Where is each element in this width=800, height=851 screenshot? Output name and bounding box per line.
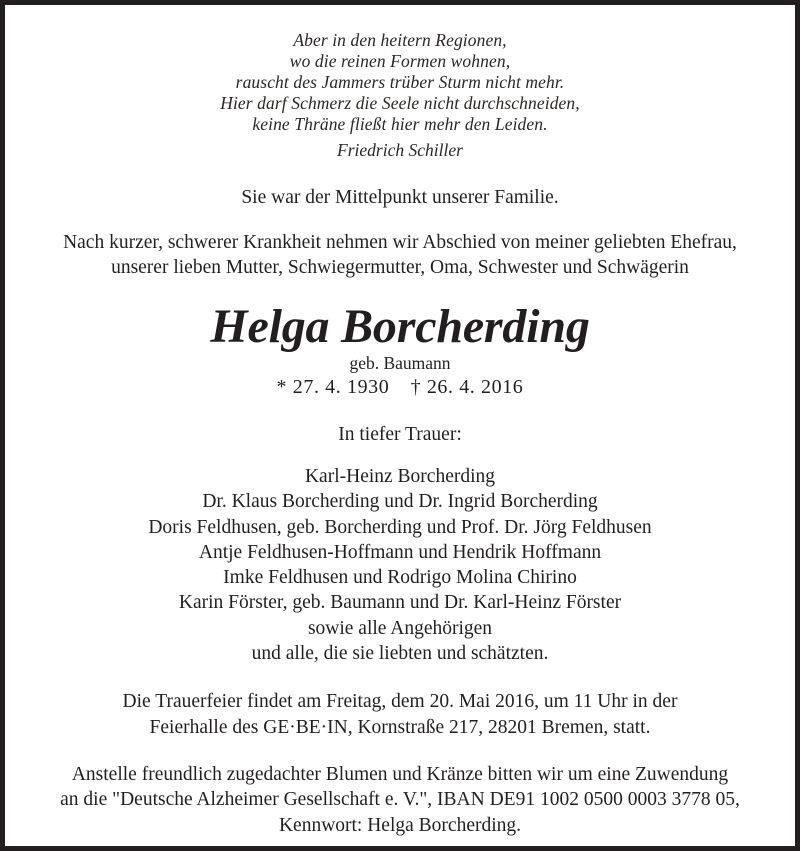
poem-quote: [220, 30, 580, 135]
announcement-line: unserer lieben Mutter, Schwiegermutter, Oma, Schwester und Schwägerin: [111, 257, 689, 278]
donation-line: an die "Deutsche Alzheimer Gesellschaft e. V.", IBAN DE91 1002 0500 0003 3778 05,: [60, 789, 740, 811]
ceremony-details: [123, 689, 678, 740]
intro-sentence: [241, 186, 558, 210]
birth-date: 27. 4. 1930: [292, 376, 390, 398]
donation-line: Anstelle freundlich zugedachter Blumen und Kränze bitten wir um eine Zuwendung: [71, 763, 729, 785]
poem-line: Hier darf Schmerz die Seele nicht durchschneiden,: [220, 93, 580, 113]
poem-line: wo die reinen Formen wohnen,: [289, 51, 511, 71]
mourner-line: sowie alle Angehörigen: [307, 617, 493, 639]
mourner-line: Dr. Klaus Borcherding und Dr. Ingrid Borcherding: [202, 491, 598, 513]
announcement-text: [63, 230, 737, 280]
mourner-line: Antje Feldhusen-Hoffmann und Hendrik Hoffmann: [198, 541, 602, 563]
birth-symbol: *: [276, 376, 288, 398]
mourner-line: Doris Feldhusen, geb. Borcherding und Prof. Dr. Jörg Feldhusen: [148, 516, 652, 538]
mourners-heading: In tiefer Trauer:: [338, 424, 462, 445]
intro-sentence-line: Sie war der Mittelpunkt unserer Familie.: [241, 187, 559, 208]
mourner-line: und alle, die sie liebten und schätzten.: [251, 643, 549, 665]
death-date: 26. 4. 2016: [426, 376, 524, 398]
poem-line: Aber in den heitern Regionen,: [293, 30, 507, 50]
life-dates: [210, 375, 589, 399]
mourner-line: Karl-Heinz Borcherding: [304, 466, 496, 487]
maiden-name: geb. Baumann: [349, 353, 451, 373]
death-symbol: †: [410, 376, 422, 398]
donation-line: Kennwort: Helga Borcherding.: [278, 814, 522, 836]
ceremony-line: Die Trauerfeier findet am Freitag, dem 20. Mai 2016, um 11 Uhr in der: [122, 691, 678, 713]
deceased-block: [210, 302, 589, 399]
mourner-line: Imke Feldhusen und Rodrigo Molina Chirino: [223, 567, 577, 589]
poem-line: keine Thräne fließt hier mehr den Leiden.: [252, 114, 548, 134]
announcement-line: Nach kurzer, schwerer Krankheit nehmen wir Abschied von meiner geliebten Ehefrau,: [63, 232, 737, 253]
mourners-list: [148, 464, 651, 666]
deceased-name: Helga Borcherding: [210, 300, 590, 353]
mourner-line: Karin Förster, geb. Baumann und Dr. Karl-Heinz Förster: [178, 592, 622, 614]
poem-author: Friedrich Schiller: [337, 140, 463, 160]
ceremony-line: Feierhalle des GE·BE·IN, Kornstraße 217, 28201 Bremen, statt.: [149, 716, 651, 738]
poem-line: rauscht des Jammers trüber Sturm nicht mehr.: [235, 72, 565, 92]
donation-request: [60, 762, 740, 838]
